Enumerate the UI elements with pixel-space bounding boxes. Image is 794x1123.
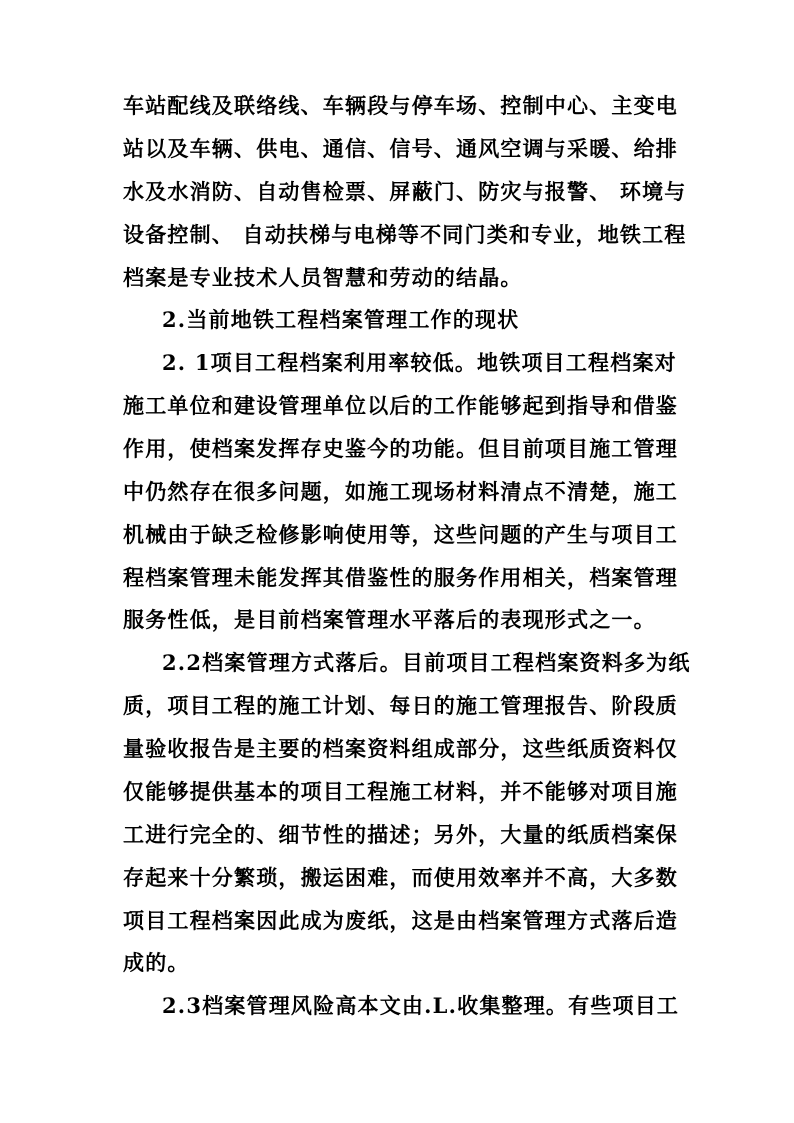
text-line: 仅能够提供基本的项目工程施工材料，并不能够对项目施 bbox=[123, 779, 678, 804]
text-line: 服务性低，是目前档案管理水平落后的表现形式之一。 bbox=[123, 607, 656, 632]
text-line: 设备控制、 自动扶梯与电梯等不同门类和专业，地铁工程 bbox=[123, 222, 687, 247]
text-line: 工进行完全的、细节性的描述；另外，大量的纸质档案保 bbox=[123, 822, 678, 847]
text-line: 程档案管理未能发挥其借鉴性的服务作用相关，档案管理 bbox=[123, 565, 678, 590]
section-heading: 2.当前地铁工程档案管理工作的现状 bbox=[162, 307, 520, 332]
text-line: 成的。 bbox=[123, 950, 190, 975]
text-line: 车站配线及联络线、车辆段与停车场、控制中心、主变电 bbox=[123, 93, 678, 118]
text-line: 档案是专业技术人员智慧和劳动的结晶。 bbox=[123, 265, 523, 290]
text-line: 2.3档案管理风险高本文由.L.收集整理。有些项目工 bbox=[162, 993, 680, 1018]
text-line: 中仍然存在很多问题，如施工现场材料清点不清楚，施工 bbox=[123, 479, 678, 504]
text-line: 水及水消防、自动售检票、屏蔽门、防灾与报警、 环境与 bbox=[123, 179, 687, 204]
text-line: 机械由于缺乏检修影响使用等，这些问题的产生与项目工 bbox=[123, 522, 678, 547]
text-line: 量验收报告是主要的档案资料组成部分，这些纸质资料仅 bbox=[123, 736, 678, 761]
text-line: 2.2档案管理方式落后。目前项目工程档案资料多为纸 bbox=[162, 650, 691, 675]
text-line: 项目工程档案因此成为废纸，这是由档案管理方式落后造 bbox=[123, 908, 678, 933]
text-line: 站以及车辆、供电、通信、信号、通风空调与采暖、给排 bbox=[123, 136, 678, 161]
text-line: 存起来十分繁琐，搬运困难，而使用效率并不高，大多数 bbox=[123, 865, 678, 890]
text-line: 作用，使档案发挥存史鉴今的功能。但目前项目施工管理 bbox=[123, 436, 678, 461]
text-line: 2. 1项目工程档案利用率较低。地铁项目工程档案对 bbox=[162, 350, 677, 375]
text-line: 质，项目工程的施工计划、每日的施工管理报告、阶段质 bbox=[123, 693, 678, 718]
text-line: 施工单位和建设管理单位以后的工作能够起到指导和借鉴 bbox=[123, 393, 678, 418]
